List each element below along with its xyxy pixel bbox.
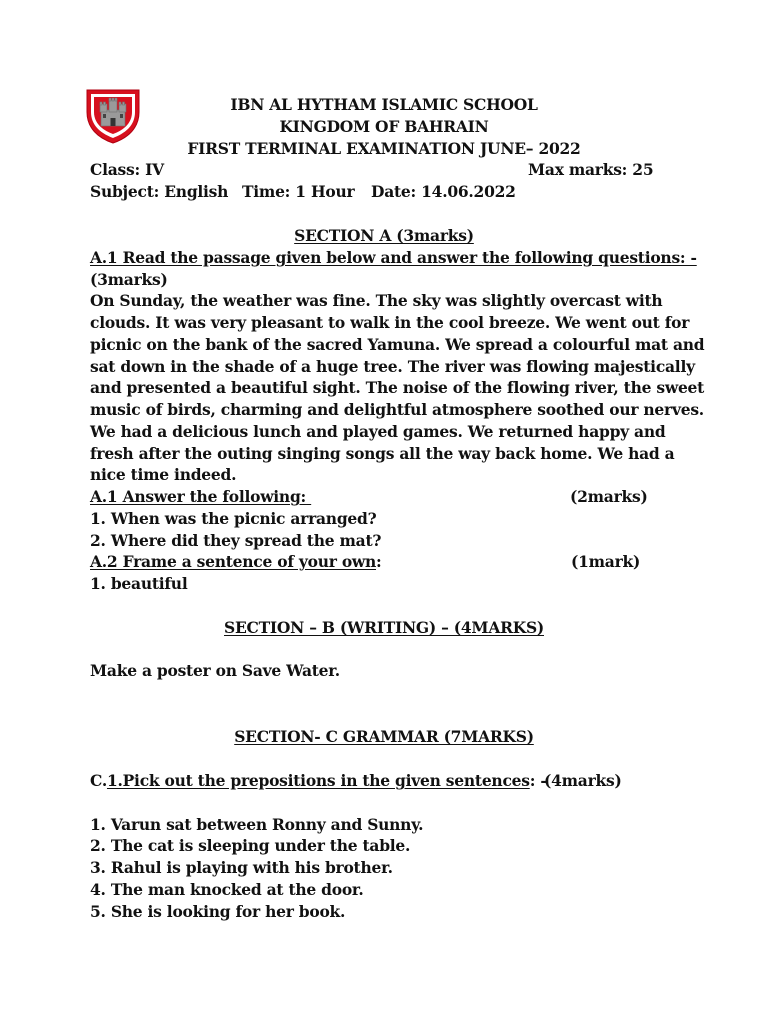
- grammar-item: 2. The cat is sleeping under the table.: [90, 836, 411, 855]
- section-a-instruction-marks: (3marks): [90, 270, 168, 289]
- grammar-item: 1. Varun sat between Ronny and Sunny.: [90, 815, 424, 834]
- question-item: 1. When was the picnic arranged?: [90, 509, 377, 528]
- max-marks: Max marks: 25: [528, 160, 654, 179]
- date-label: Date: 14.06.2022: [371, 182, 516, 201]
- section-b-task: Make a poster on Save Water.: [90, 661, 340, 680]
- question-item: 2. Where did they spread the mat?: [90, 531, 382, 550]
- question-c1-suffix: : -: [529, 771, 547, 790]
- passage-line: clouds. It was very pleasant to walk in the cool breeze. We went out for: [90, 313, 690, 332]
- school-name: IBN AL HYTHAM ISLAMIC SCHOOL: [230, 95, 538, 114]
- question-c1-marks: (4marks): [544, 771, 622, 790]
- question-c1-heading: [90, 771, 547, 791]
- passage-line: and presented a beautiful sight. The noise of the flowing river, the sweet: [90, 378, 705, 397]
- passage-line: We had a delicious lunch and played games. We returned happy and: [90, 422, 666, 441]
- passage-line: fresh after the outing singing songs all the way back home. We had a: [90, 444, 675, 463]
- section-a-title: SECTION A (3marks): [294, 226, 474, 245]
- passage-line: On Sunday, the weather was fine. The sky was slightly overcast with: [90, 291, 663, 310]
- country-name: KINGDOM OF BAHRAIN: [279, 117, 489, 136]
- passage-line: nice time indeed.: [90, 465, 237, 484]
- class-label: Class: IV: [90, 160, 164, 179]
- question-a1-heading: [90, 487, 336, 507]
- question-a1-marks: (2marks): [570, 487, 648, 506]
- question-a1-heading-text: A.1 Answer the following:: [90, 487, 307, 506]
- grammar-item: 3. Rahul is playing with his brother.: [90, 858, 393, 877]
- grammar-item: 4. The man knocked at the door.: [90, 880, 364, 899]
- section-b-title: SECTION – B (WRITING) – (4MARKS): [224, 618, 544, 637]
- question-c1-prefix: C.: [90, 771, 107, 790]
- exam-title: FIRST TERMINAL EXAMINATION JUNE– 2022: [187, 139, 581, 158]
- question-c1-heading-text: 1.Pick out the prepositions in the given sentences: [106, 771, 530, 790]
- subject-label: Subject: English: [90, 182, 229, 201]
- question-a2-heading: A.2 Frame a sentence of your own:: [90, 552, 382, 571]
- time-label: Time: 1 Hour: [242, 182, 355, 201]
- question-a2-marks: (1mark): [571, 552, 641, 571]
- passage-line: music of birds, charming and delightful atmosphere soothed our nerves.: [90, 400, 704, 419]
- section-c-title: SECTION- C GRAMMAR (7MARKS): [234, 727, 534, 746]
- underline-blank: [306, 487, 336, 507]
- passage-line: sat down in the shade of a huge tree. The river was flowing majestically: [90, 357, 695, 376]
- question-item: 1. beautiful: [90, 574, 188, 593]
- question-a2-heading-text: A.2 Frame a sentence of your own: [90, 552, 377, 571]
- grammar-item: 5. She is looking for her book.: [90, 902, 346, 921]
- section-a-instruction: A.1 Read the passage given below and answer the following questions: -: [90, 248, 697, 267]
- passage-line: picnic on the bank of the sacred Yamuna. We spread a colourful mat and: [90, 335, 705, 354]
